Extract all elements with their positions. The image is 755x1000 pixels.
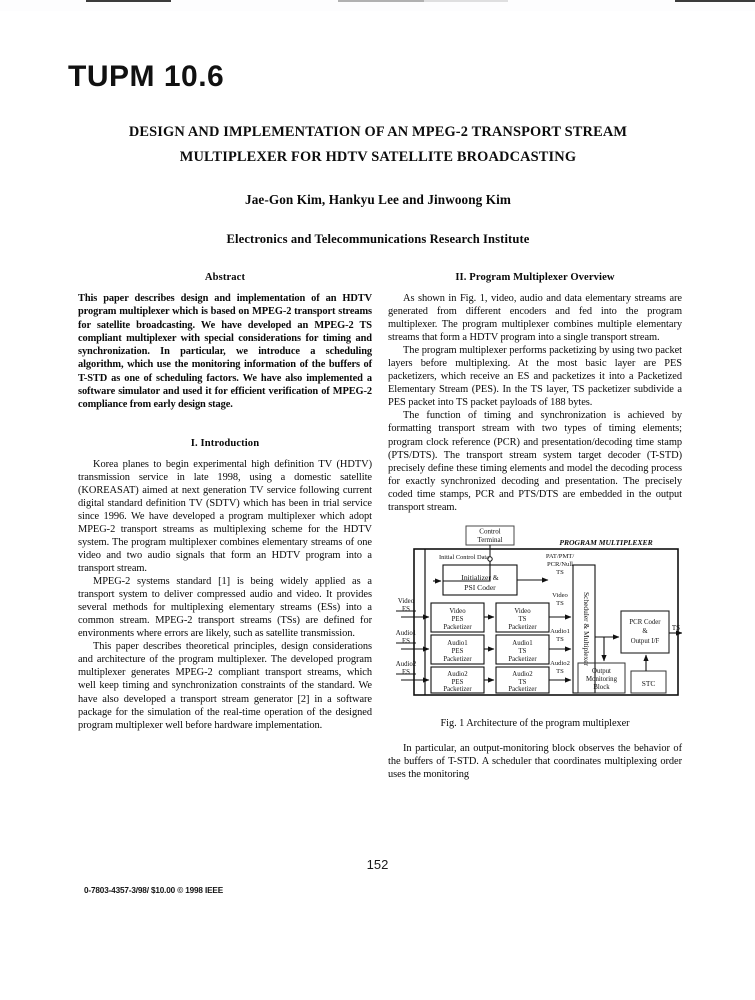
output-monitoring-block-line-2: Monitoring [586, 675, 617, 683]
affiliation: Electronics and Telecommunications Research Institute [226, 232, 530, 246]
pcr-coder-block-line-2: & [642, 627, 648, 635]
audio1-pes-block-line-2: PES [451, 647, 464, 655]
page-title [78, 120, 678, 170]
scheduler-multiplexer-block-label: Scheduler & Multiplexer [582, 591, 591, 666]
program-multiplexer-label: PROGRAM MULTIPLEXER [559, 537, 653, 547]
scan-artifact-streak [338, 0, 424, 2]
audio2-ts-signal-line-2: TS [556, 667, 564, 675]
output-monitoring-block-line-1: Output [592, 667, 611, 675]
audio2-ts-signal-line-1: Audio2 [550, 659, 570, 667]
intro-paragraph-2: MPEG-2 systems standard [1] is being widely applied as a transport system to deliver compressed audio and video. It provides several methods for multiplexing elementary streams (ESs) into a common stream. MPEG-2 transport streams (TSs) are defined for environments where errors are likely, such as satellite transmission. [78, 576, 372, 640]
author-list: Jae-Gon Kim, Hankyu Lee and Jinwoong Kim [245, 192, 511, 207]
pcr-coder-block-line-3: Output I/F [630, 637, 660, 645]
audio2-es-label-line-2: ES [402, 668, 410, 676]
overview-paragraph-1: As shown in Fig. 1, video, audio and data elementary streams are generated from different encoders and fed into the program multiplexer. The program multiplexer combines multiple elementary streams that form a HDTV program into a single transport stream. [388, 293, 682, 344]
initializer-block-label-line-1: Initializer & [461, 572, 499, 582]
audio1-ts-block-line-3: Packetizer [508, 655, 537, 663]
video-pes-block-line-2: PES [451, 615, 464, 623]
video-es-label-line-1: Video [397, 597, 415, 605]
overview-paragraph-4: In particular, an output-monitoring block observes the behavior of the buffers of T-STD. A scheduler that coordinates multiplexing order uses the monitoring [388, 742, 682, 780]
video-ts-block-line-3: Packetizer [508, 623, 537, 631]
video-es-label-line-2: ES [402, 605, 410, 613]
abstract-text: This paper describes design and implementation of an HDTV program multiplexer which is based on MPEG-2 transport streams for satellite broadcasting. We have developed an MPEG-2 TS compliant multiplexer with special considerations for timing and synchronization. In particular, we introduce a scheduling algorithm, which use the monitoring information of the buffers of T-STD as one of scheduling factors. We have also implemented a software simulator and used it for efficient verification of MPEG-2 compliance from early design stage. [78, 293, 372, 411]
control-terminal-label-line-1: Control [479, 527, 501, 536]
audio2-ts-block-line-3: Packetizer [508, 685, 537, 693]
page-number: 152 [366, 857, 389, 872]
stc-block-label: STC [641, 678, 656, 688]
pat-pmt-signal-line-2: PCR/Null [546, 560, 574, 568]
audio1-pes-block-line-3: Packetizer [443, 655, 472, 663]
output-ts-label: TS [671, 623, 681, 632]
video-ts-signal-line-2: TS [556, 599, 564, 607]
intro-paragraph-1: Korea planes to begin experimental high definition TV (HDTV) transmission service in late 1998, using a domestic satellite (KOREASAT) aimed at next generation TV service following current digital standard definition TV (SDTV) which has been in trial service since 1996. We have developed a program multiplexer which adopt MPEG-2 transport streams as multiplexing scheme for the HDTV system. The program multiplexer combines elementary streams of one video and two audio signals that form an HDTV program into a transport stream. [78, 458, 372, 575]
pat-pmt-signal-line-3: TS [556, 568, 564, 576]
figure-1 [388, 525, 682, 733]
control-terminal-label-line-2: Terminal [477, 535, 503, 544]
audio1-ts-signal-line-2: TS [556, 635, 564, 643]
right-column [388, 272, 682, 781]
output-monitoring-block-line-3: Block [593, 683, 610, 691]
initial-control-data-label: Initial Control Data [438, 553, 490, 561]
introduction-heading: I. Introduction [190, 437, 260, 449]
paper-title-line-2: MULTIPLEXER FOR HDTV SATELLITE BROADCASTING [179, 149, 577, 165]
paper-title-line-1: DESIGN AND IMPLEMENTATION OF AN MPEG-2 TRANSPORT STREAM [128, 124, 628, 140]
intro-paragraph-3: This paper describes theoretical principles, design considerations and architecture of the program multiplexer. The developed program multiplexer generates MPEG-2 compliant transport streams, which well keep timing and synchronization constraints of the standard. We have also developed a transport stream generator [2] in a software package for the simulation of the real-time operation of the designed program multiplexer well before hardware implementation. [78, 641, 372, 731]
audio1-ts-signal-line-1: Audio1 [550, 627, 570, 635]
audio2-pes-block-line-3: Packetizer [443, 685, 472, 693]
pcr-coder-block-line-1: PCR Coder [629, 618, 661, 626]
left-column [78, 272, 372, 732]
figure-caption: Fig. 1 Architecture of the program multiplexer [440, 717, 630, 729]
audio1-pes-block-line-1: Audio1 [447, 639, 468, 647]
audio2-pes-block-line-2: PES [451, 678, 464, 686]
scan-artifact-streak [675, 0, 755, 2]
overview-heading: II. Program Multiplexer Overview [455, 272, 615, 283]
audio1-es-label-line-2: ES [402, 637, 410, 645]
session-id: TUPM 10.6 [68, 60, 225, 93]
audio1-es-label-line-1: Audio1 [395, 629, 417, 637]
video-ts-block-line-2: TS [518, 615, 527, 623]
audio2-es-label-line-1: Audio2 [395, 660, 417, 668]
scan-artifact-streak [86, 0, 171, 2]
scan-artifact-streak [424, 0, 508, 2]
copyright-notice: 0-7803-4357-3/98/ $10.00 © 1998 IEEE [84, 886, 224, 895]
initializer-block-label-line-2: PSI Coder [464, 582, 496, 592]
architecture-diagram [388, 525, 682, 715]
audio2-ts-block-line-2: TS [518, 678, 527, 686]
audio2-ts-block-line-1: Audio2 [512, 670, 533, 678]
audio2-pes-block-line-1: Audio2 [447, 670, 468, 678]
video-pes-block-line-3: Packetizer [443, 623, 472, 631]
video-ts-signal-line-1: Video [552, 591, 568, 599]
video-ts-block-line-1: Video [514, 607, 531, 615]
audio1-ts-block-line-1: Audio1 [512, 639, 533, 647]
abstract-heading: Abstract [204, 272, 246, 283]
video-pes-block-line-1: Video [449, 607, 466, 615]
overview-paragraph-3: The function of timing and synchronization is achieved by formatting transport stream with two types of timing elements; program clock reference (PCR) and presentation/decoding time stamp (PTS/DTS). The transport stream system target decoder (T-STD) precisely define these timing elements and model the decoding process for exactly synchronized decoding and presentation. The precisely coded time stamps, PCR and PTS/DTS are embedded in the output transport stream. [388, 410, 682, 513]
overview-paragraph-2: The program multiplexer performs packetizing by using two packet layers before multiplexing. At the most basic layer are PES packetizers, which receive an ES and packetizes it into a Packetized Elementary Stream (PES). In the TS layer, TS packetizer subdivide a PES packet into TS packet payloads of 188 bytes. [388, 345, 682, 409]
audio1-ts-block-line-2: TS [518, 647, 527, 655]
title-block [78, 120, 678, 247]
pat-pmt-signal-line-1: PAT/PMT/ [545, 552, 575, 560]
